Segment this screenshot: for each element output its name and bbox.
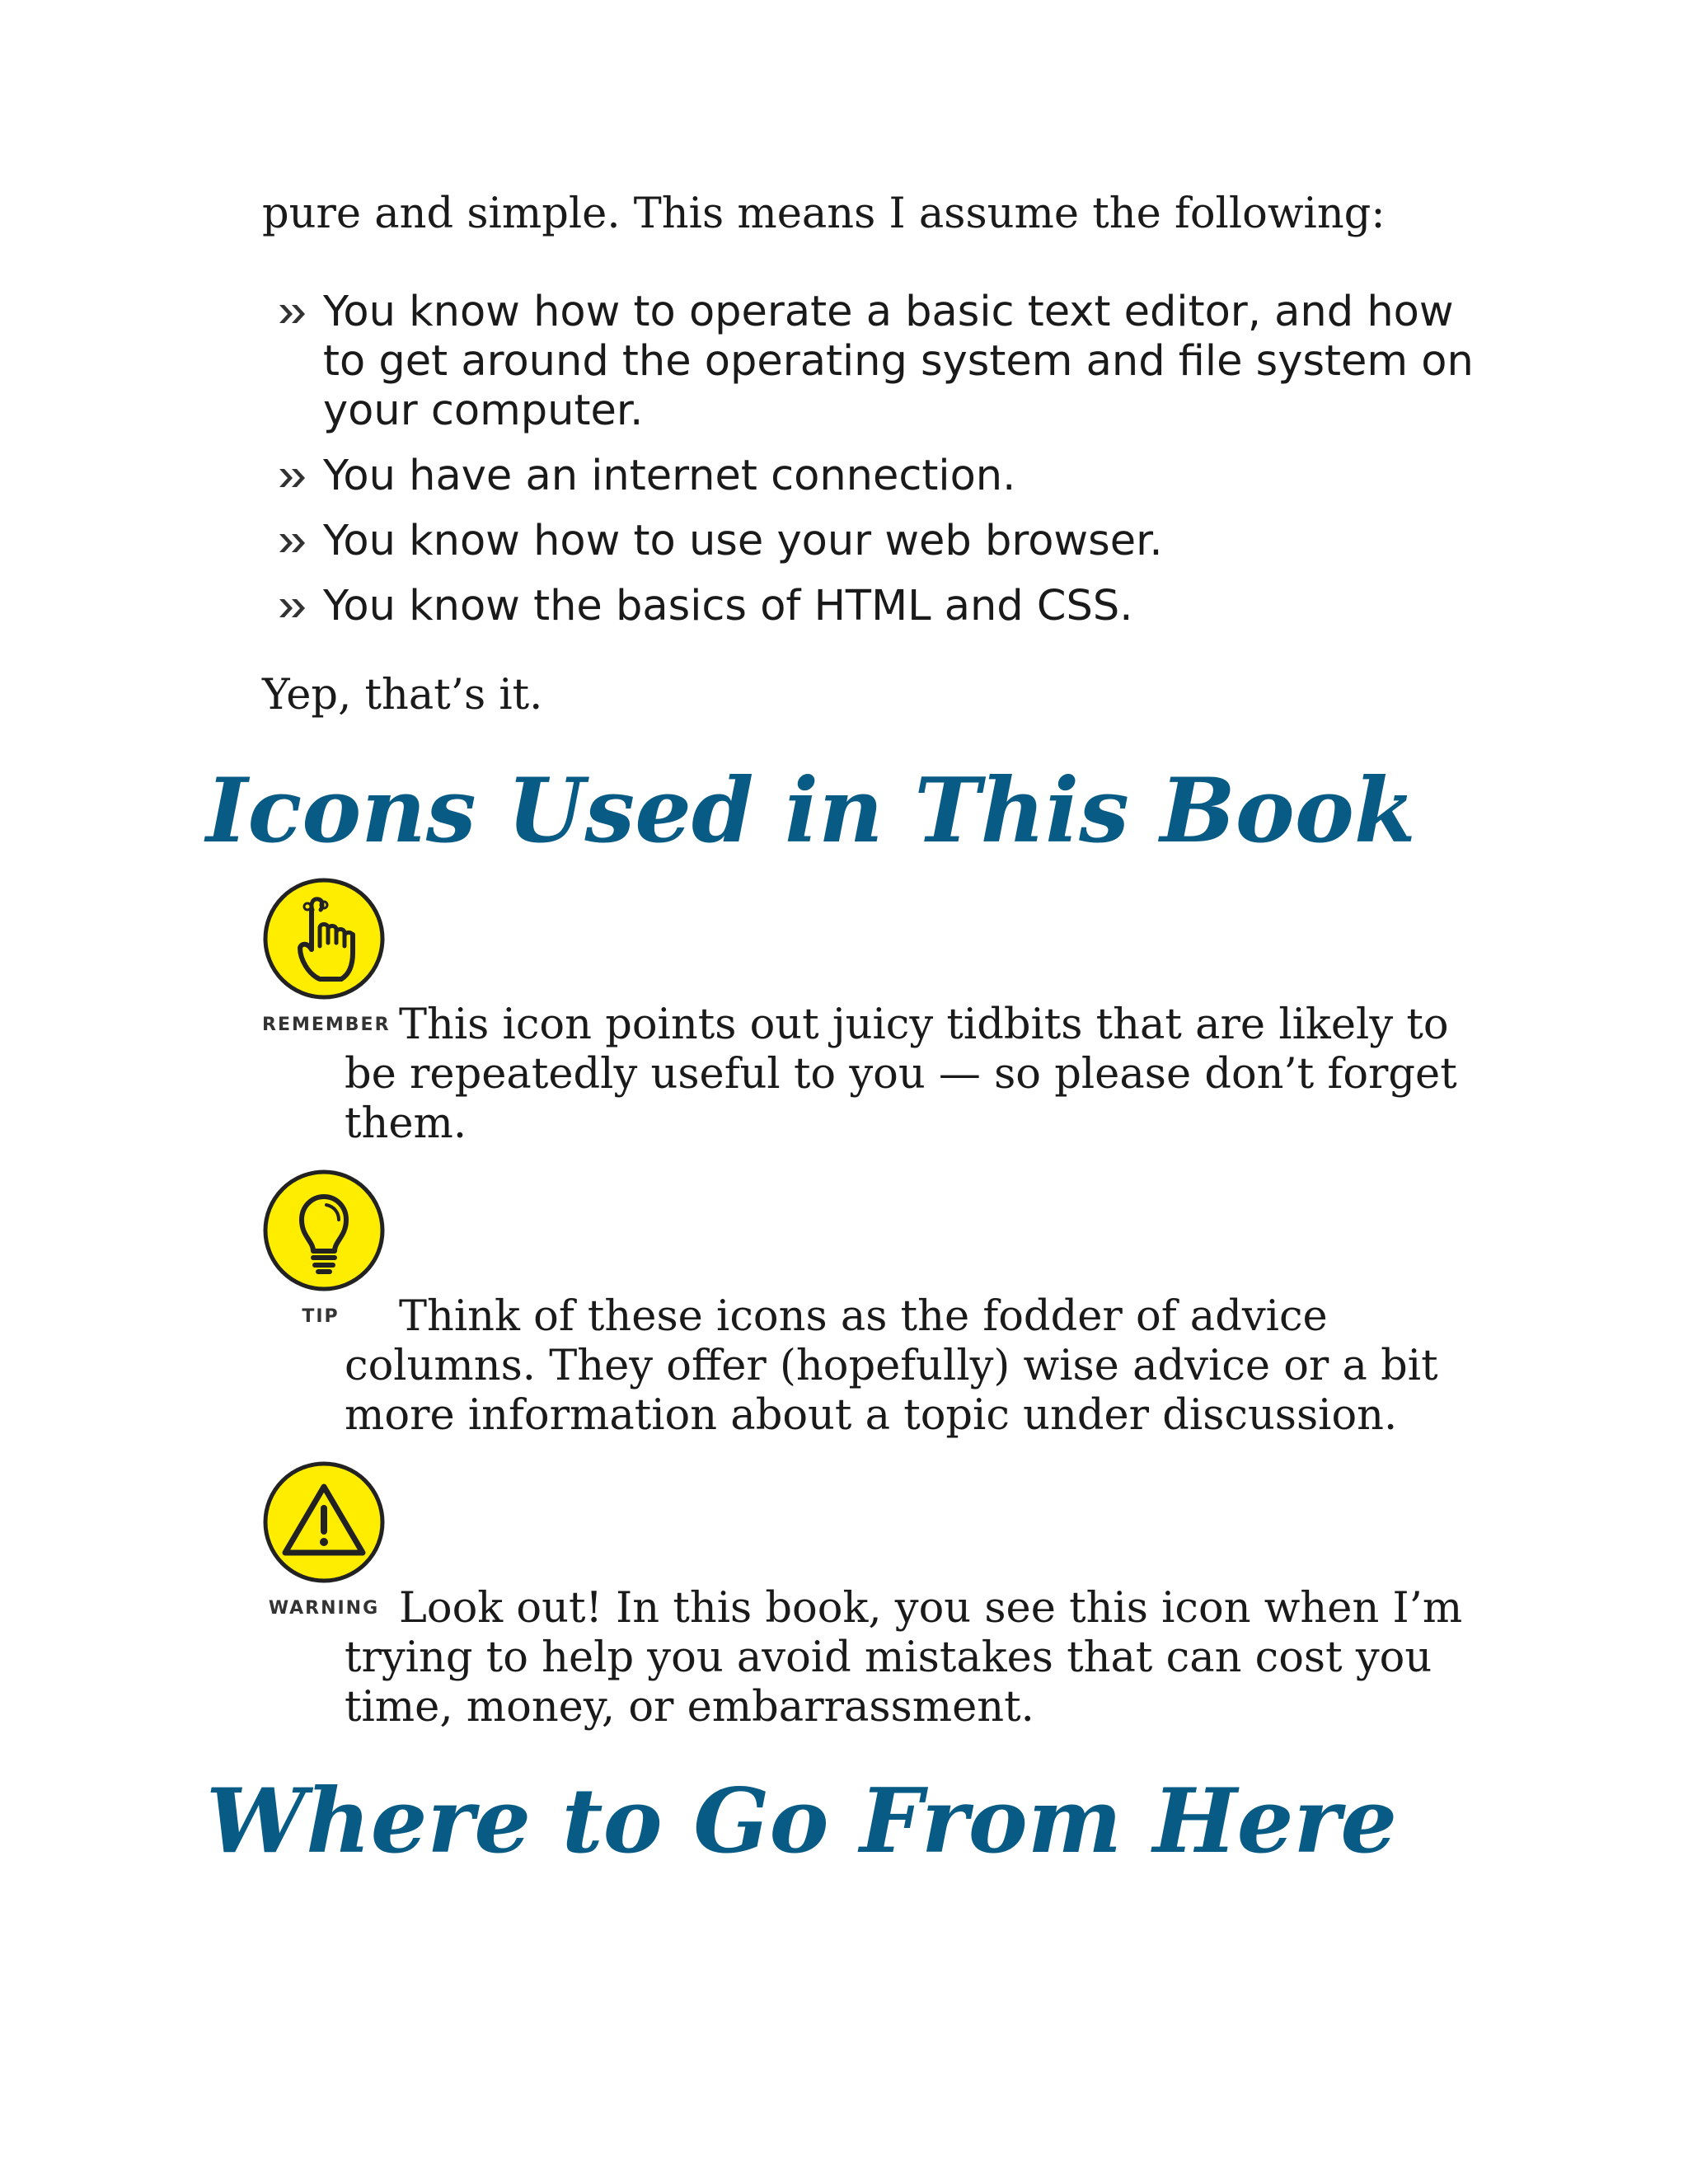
list-item (277, 288, 1480, 436)
icon-description-tip (345, 1292, 1465, 1441)
icon-entry-tip (262, 1169, 1465, 1441)
double-chevron-bullet-icon (277, 302, 310, 326)
double-chevron-bullet-icon (277, 596, 310, 621)
list-item-text: You know how to use your web browser. (323, 517, 1163, 565)
assumptions-list (277, 288, 1480, 647)
icon-description-text: This icon points out juicy tidbits that are likely to be repeatedly useful to you — so please don’t forget them. (345, 1001, 1457, 1148)
warning-triangle-icon (262, 1460, 386, 1584)
icon-label-warning: WARNING (268, 1598, 380, 1619)
list-item (277, 517, 1480, 566)
list-item (277, 452, 1480, 501)
list-item-text: You have an internet connection. (323, 452, 1016, 500)
list-item-text: You know how to operate a basic text editor, and how to get around the operating system and file system on your computer. (323, 288, 1474, 435)
closing-paragraph: Yep, that’s it. (262, 671, 543, 719)
list-item-text: You know the basics of HTML and CSS. (323, 582, 1133, 630)
icon-description-remember (345, 1001, 1465, 1149)
icon-label-tip: TIP (302, 1306, 340, 1327)
icon-description-text: Look out! In this book, you see this icon when I’m trying to help you avoid mistakes that can cost you time, money, or embarrassment. (345, 1584, 1463, 1732)
double-chevron-bullet-icon (277, 466, 310, 490)
icon-description-warning (345, 1584, 1465, 1732)
icon-label-remember: REMEMBER (262, 1015, 391, 1035)
icon-entry-remember (262, 877, 1465, 1149)
icon-description-text: Think of these icons as the fodder of advice columns. They offer (hopefully) wise advice or a bit more information about a topic under discussion. (345, 1292, 1438, 1440)
section-heading-where-to-go: Where to Go From Here (206, 1769, 1398, 1873)
double-chevron-bullet-icon (277, 531, 310, 555)
icon-entry-warning (262, 1460, 1465, 1732)
section-heading-icons: Icons Used in This Book (206, 759, 1416, 863)
lightbulb-icon (262, 1169, 386, 1292)
pointing-finger-icon (262, 877, 386, 1001)
list-item (277, 582, 1480, 631)
intro-paragraph: pure and simple. This means I assume the following: (262, 190, 1386, 238)
